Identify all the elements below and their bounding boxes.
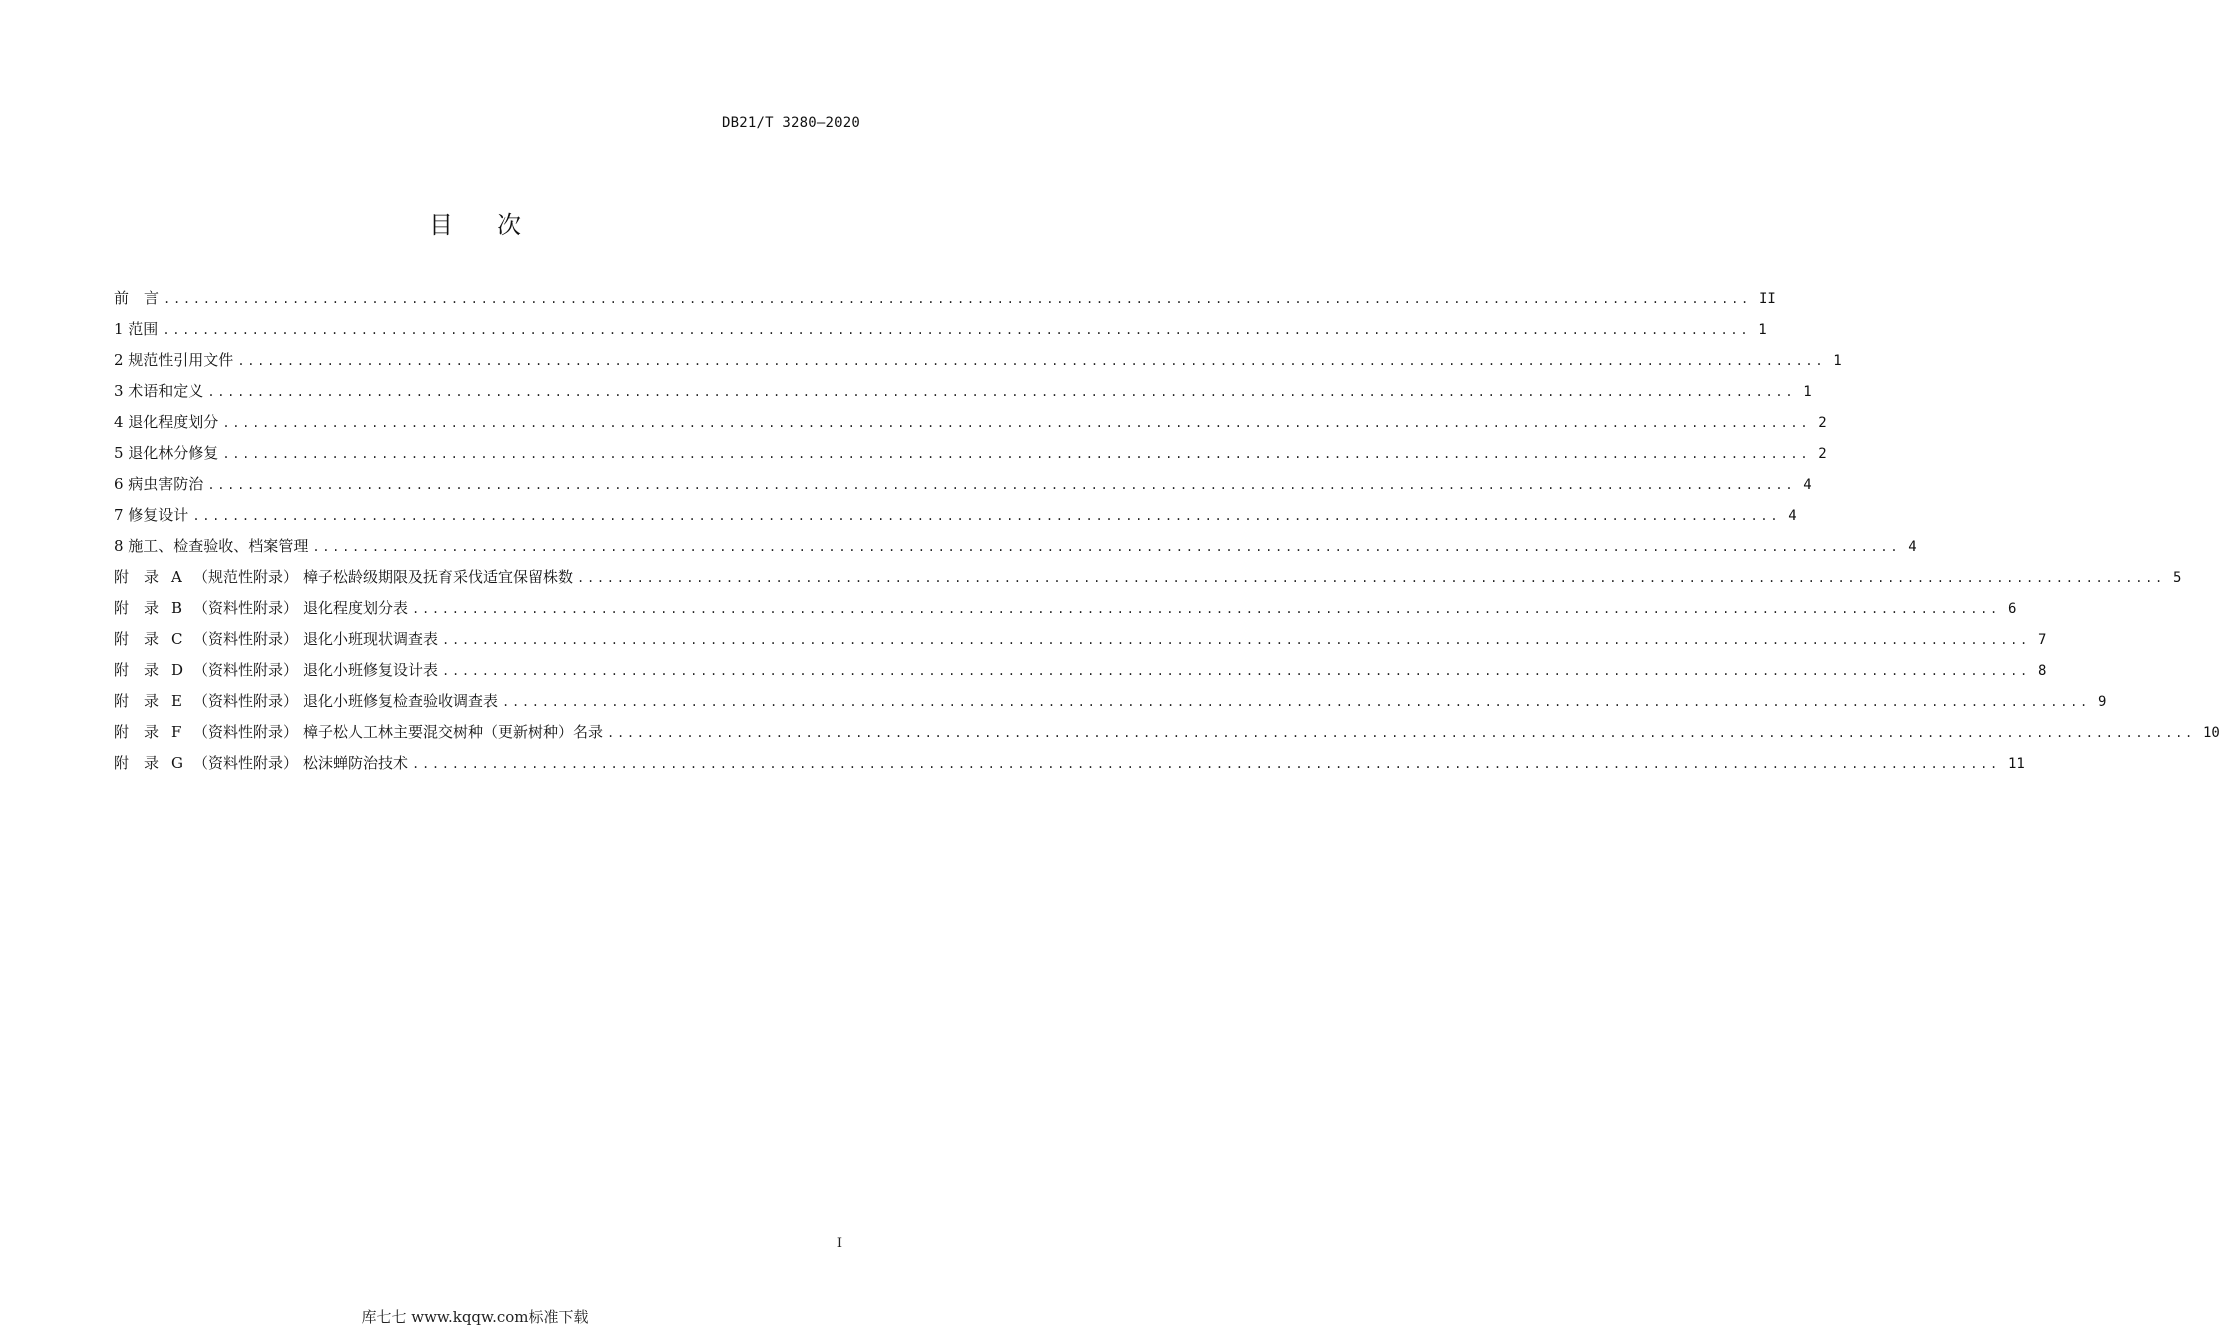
- toc-entry-label: [114, 627, 442, 651]
- appendix-letter: B: [171, 599, 183, 617]
- toc-entry-page: II: [1758, 291, 1776, 307]
- appendix-prefix: 附 录: [114, 630, 160, 648]
- toc-entry-label: [114, 503, 192, 527]
- toc-entry-label: [114, 286, 163, 310]
- toc-entry[interactable]: [114, 596, 2017, 627]
- appendix-letter: E: [171, 692, 182, 710]
- appendix-title: 松沫蝉防治技术: [303, 754, 409, 772]
- toc-entry-label: [114, 658, 442, 682]
- appendix-prefix: 附 录: [114, 723, 160, 741]
- dot-leader: ................................................................................................................................................................: [412, 602, 2000, 616]
- appendix-title: 樟子松人工林主要混交树种（更新树种）名录: [303, 723, 604, 741]
- page-number: I: [836, 1236, 842, 1251]
- toc-entry-label: [114, 379, 207, 403]
- toc-entry-text: 前 言: [114, 289, 160, 307]
- appendix-letter: G: [171, 754, 183, 772]
- toc-entry-label: [114, 596, 412, 620]
- toc-entry-text: 4 退化程度划分: [114, 413, 219, 431]
- appendix-title: 退化小班现状调查表: [303, 630, 439, 648]
- toc-entry[interactable]: [114, 472, 1812, 503]
- footer-watermark: 库七七 www.kqqw.com标准下载: [361, 1308, 589, 1326]
- appendix-letter: C: [171, 630, 183, 648]
- toc-entry-label: [114, 410, 222, 434]
- toc-entry-page: 4: [1788, 508, 1797, 524]
- appendix-kind: （资料性附录）: [193, 661, 299, 679]
- toc-entry[interactable]: [114, 658, 2047, 689]
- toc-entry-text: 8 施工、检查验收、档案管理: [114, 537, 309, 555]
- toc-entry-text: 6 病虫害防治: [114, 475, 204, 493]
- appendix-letter: F: [171, 723, 182, 741]
- toc-entry[interactable]: [114, 751, 2025, 782]
- appendix-kind: （资料性附录）: [193, 599, 299, 617]
- toc-entry[interactable]: [114, 534, 1917, 565]
- dot-leader: ................................................................................................................................................................: [207, 478, 1796, 492]
- toc-entry-label: [114, 720, 607, 744]
- toc-entry[interactable]: [114, 441, 1827, 472]
- dot-leader: ................................................................................................................................................................: [442, 633, 2030, 647]
- toc-entry-label: [114, 565, 577, 589]
- toc-entry-label: [114, 441, 222, 465]
- dot-leader: ................................................................................................................................................................: [237, 354, 1826, 368]
- toc-entry-page: 7: [2037, 632, 2047, 648]
- toc-entry-label: [114, 689, 502, 713]
- toc-entry[interactable]: [114, 379, 1812, 410]
- toc-entry[interactable]: [114, 317, 1767, 348]
- toc-entry-text: 1 范围: [114, 320, 159, 338]
- toc-entry-page: 1: [1833, 353, 1842, 369]
- dot-leader: ................................................................................................................................................................: [222, 447, 1811, 461]
- page-title: 目次: [429, 211, 565, 239]
- toc-entry[interactable]: [114, 689, 2107, 720]
- appendix-kind: （规范性附录）: [193, 568, 299, 586]
- toc-entry-page: 2: [1818, 446, 1827, 462]
- toc-entry[interactable]: [114, 503, 1797, 534]
- toc-entry-label: [114, 348, 237, 372]
- dot-leader: ................................................................................................................................................................: [312, 540, 1901, 554]
- dot-leader: ................................................................................................................................................................: [163, 292, 1751, 306]
- toc-entry-page: 5: [2172, 570, 2182, 586]
- appendix-title: 樟子松龄级期限及抚育采伐适宜保留株数: [303, 568, 574, 586]
- appendix-kind: （资料性附录）: [193, 630, 299, 648]
- dot-leader: ................................................................................................................................................................: [607, 726, 2195, 740]
- toc-entry-text: 3 术语和定义: [114, 382, 204, 400]
- dot-leader: ................................................................................................................................................................: [222, 416, 1811, 430]
- appendix-title: 退化小班修复检查验收调查表: [303, 692, 499, 710]
- toc-entry-page: 1: [1803, 384, 1812, 400]
- toc-entry[interactable]: [114, 286, 1776, 317]
- toc-entry[interactable]: [114, 627, 2047, 658]
- dot-leader: ................................................................................................................................................................: [502, 695, 2090, 709]
- appendix-kind: （资料性附录）: [193, 754, 299, 772]
- toc-entry-label: [114, 472, 207, 496]
- toc-entry-label: [114, 751, 412, 775]
- appendix-kind: （资料性附录）: [193, 692, 299, 710]
- toc-entry-text: 2 规范性引用文件: [114, 351, 234, 369]
- dot-leader: ................................................................................................................................................................: [577, 571, 2165, 585]
- appendix-prefix: 附 录: [114, 599, 160, 617]
- toc-entry-page: 4: [1803, 477, 1812, 493]
- dot-leader: ................................................................................................................................................................: [207, 385, 1796, 399]
- toc-entry-page: 4: [1908, 539, 1917, 555]
- table-of-contents: [114, 286, 2220, 782]
- appendix-letter: A: [171, 568, 182, 586]
- appendix-title: 退化程度划分表: [303, 599, 409, 617]
- toc-entry-page: 10: [2202, 725, 2220, 741]
- appendix-kind: （资料性附录）: [193, 723, 299, 741]
- toc-entry[interactable]: [114, 720, 2220, 751]
- toc-entry-page: 6: [2007, 601, 2017, 617]
- appendix-letter: D: [171, 661, 184, 679]
- appendix-prefix: 附 录: [114, 568, 160, 586]
- toc-entry-page: 11: [2007, 756, 2025, 772]
- dot-leader: ................................................................................................................................................................: [192, 509, 1781, 523]
- toc-entry[interactable]: [114, 565, 2182, 596]
- toc-entry-page: 8: [2037, 663, 2047, 679]
- toc-entry-text: 5 退化林分修复: [114, 444, 219, 462]
- toc-entry-page: 1: [1758, 322, 1767, 338]
- dot-leader: ................................................................................................................................................................: [442, 664, 2030, 678]
- appendix-prefix: 附 录: [114, 661, 160, 679]
- dot-leader: ................................................................................................................................................................: [412, 757, 2000, 771]
- toc-entry-label: [114, 317, 162, 341]
- standard-code: DB21/T 3280—2020: [721, 115, 860, 131]
- appendix-title: 退化小班修复设计表: [303, 661, 439, 679]
- toc-entry-page: 9: [2097, 694, 2107, 710]
- appendix-prefix: 附 录: [114, 692, 160, 710]
- toc-entry-page: 2: [1818, 415, 1827, 431]
- toc-entry-text: 7 修复设计: [114, 506, 189, 524]
- toc-entry[interactable]: [114, 410, 1827, 441]
- dot-leader: ................................................................................................................................................................: [162, 323, 1751, 337]
- toc-entry-label: [114, 534, 312, 558]
- toc-entry[interactable]: [114, 348, 1842, 379]
- appendix-prefix: 附 录: [114, 754, 160, 772]
